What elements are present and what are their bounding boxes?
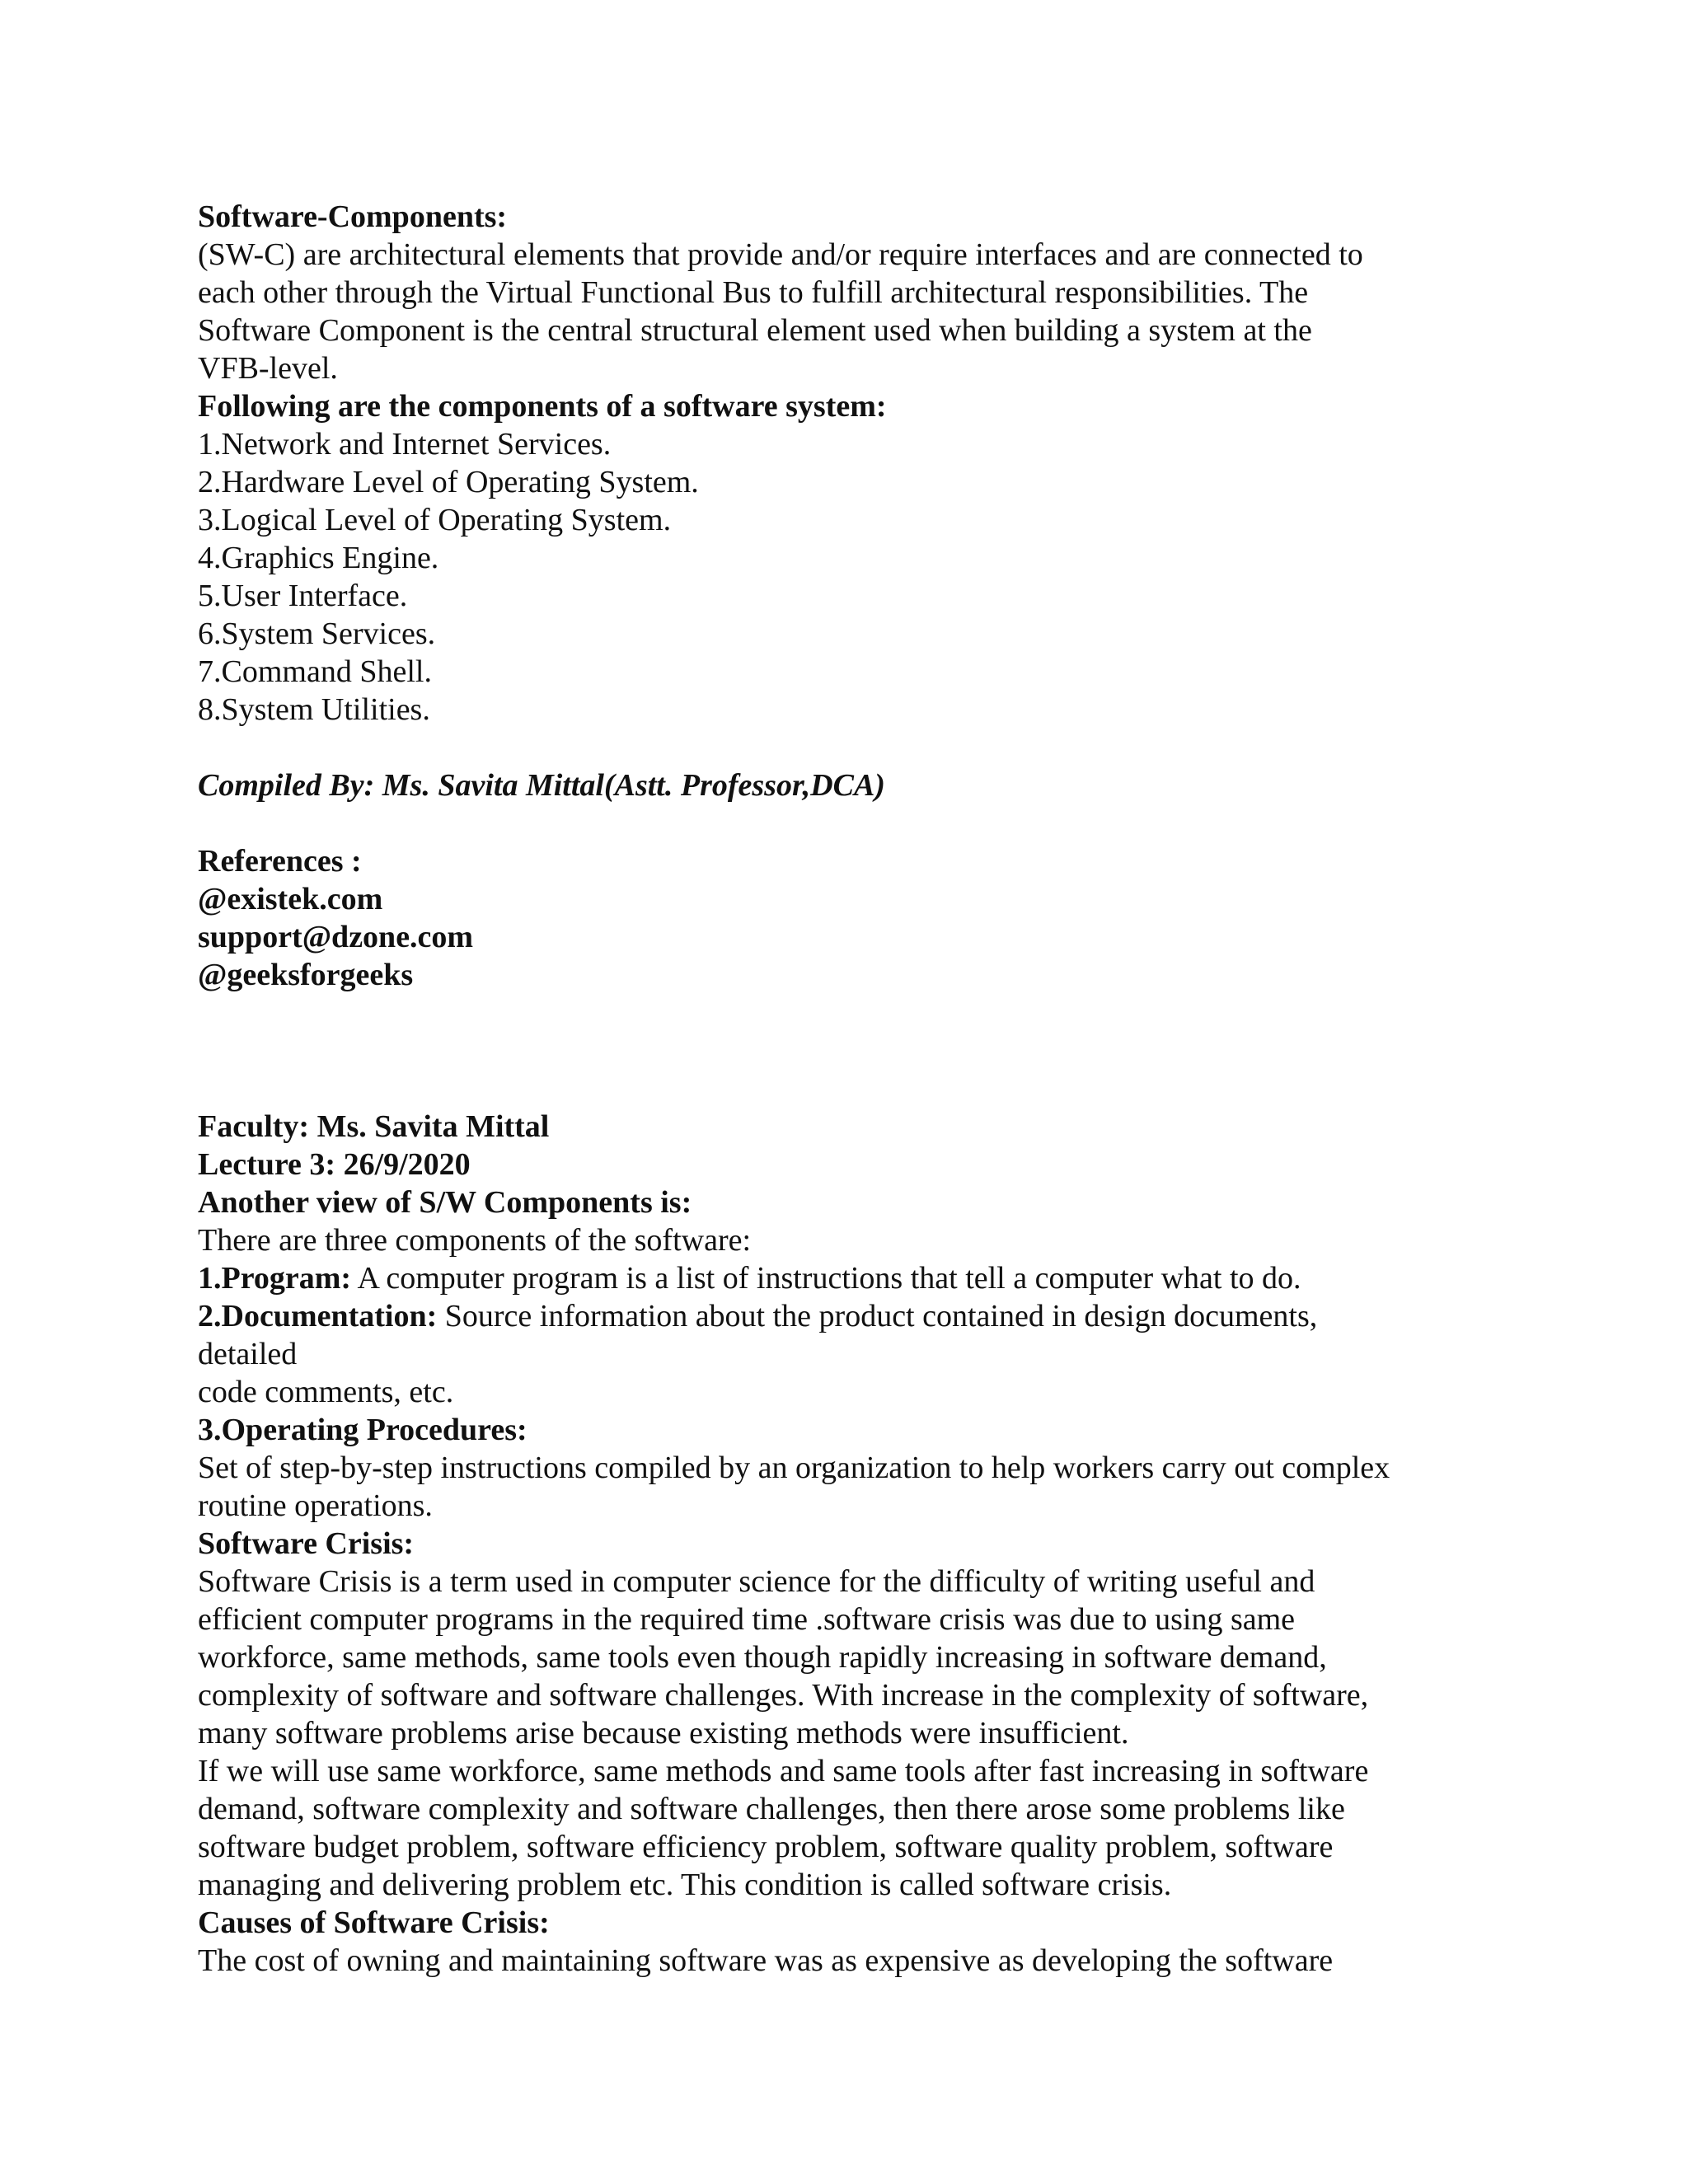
paragraph-line: software budget problem, software efficiency problem, software quality problem, software: [198, 1830, 1334, 1864]
reference-item: support@dzone.com: [198, 920, 474, 954]
program-label: 1.Program:: [198, 1261, 352, 1296]
list-item-documentation: [198, 1297, 1467, 1335]
list-item: 2.Hardware Level of Operating System.: [198, 465, 699, 499]
paragraph-line: each other through the Virtual Functional Bus to fulfill architectural responsibilities. The: [198, 275, 1309, 310]
paragraph-line: workforce, same methods, same tools even though rapidly increasing in software demand,: [198, 1640, 1327, 1675]
paragraph-line: demand, software complexity and software challenges, then there arose some problems like: [198, 1792, 1345, 1826]
paragraph-line: (SW-C) are architectural elements that provide and/or require interfaces and are connected to: [198, 237, 1363, 272]
paragraph-line: routine operations.: [198, 1488, 433, 1523]
paragraph-line: managing and delivering problem etc. This condition is called software crisis.: [198, 1868, 1172, 1902]
paragraph-line: VFB-level.: [198, 351, 338, 386]
reference-item: @existek.com: [198, 882, 383, 916]
list-item: 7.Command Shell.: [198, 654, 432, 689]
list-item: 6.System Services.: [198, 616, 436, 651]
spacer: [198, 729, 1467, 766]
paragraph-line: If we will use same workforce, same methods and same tools after fast increasing in software: [198, 1754, 1369, 1788]
procedures-label: 3.Operating Procedures:: [198, 1413, 528, 1447]
paragraph-line: many software problems arise because existing methods were insufficient.: [198, 1716, 1129, 1750]
list-item: 8.System Utilities.: [198, 692, 430, 727]
list-heading: Following are the components of a software system:: [198, 389, 887, 424]
section-heading: Another view of S/W Components is:: [198, 1185, 692, 1220]
list-item-program: [198, 1259, 1467, 1297]
lecture-date: Lecture 3: 26/9/2020: [198, 1147, 471, 1182]
paragraph-line: Software Component is the central structural element used when building a system at the: [198, 313, 1312, 348]
paragraph-line: There are three components of the software:: [198, 1223, 752, 1258]
list-item: 1.Network and Internet Services.: [198, 427, 612, 462]
program-text: A computer program is a list of instructions that tell a computer what to do.: [351, 1261, 1301, 1296]
spacer: [198, 804, 1467, 842]
paragraph-line: Software Crisis is a term used in computer science for the difficulty of writing useful and: [198, 1564, 1315, 1599]
list-item: 4.Graphics Engine.: [198, 541, 439, 575]
section-heading: Software-Components:: [198, 199, 508, 234]
reference-item: @geeksforgeeks: [198, 958, 414, 992]
paragraph-line: The cost of owning and maintaining software was as expensive as developing the software: [198, 1943, 1334, 1978]
compiled-by: Compiled By: Ms. Savita Mittal(Astt. Professor,DCA): [198, 768, 885, 803]
spacer: [198, 994, 1467, 1108]
document-content: [198, 198, 1467, 1980]
list-item: 5.User Interface.: [198, 579, 408, 613]
documentation-label: 2.Documentation:: [198, 1299, 438, 1333]
paragraph-line: detailed: [198, 1337, 298, 1371]
references-heading: References :: [198, 844, 362, 879]
paragraph-line: Set of step-by-step instructions compiled by an organization to help workers carry out complex: [198, 1451, 1390, 1485]
paragraph-line: code comments, etc.: [198, 1375, 454, 1409]
paragraph-line: complexity of software and software challenges. With increase in the complexity of software,: [198, 1678, 1369, 1713]
faculty-line: Faculty: Ms. Savita Mittal: [198, 1109, 550, 1144]
section-heading: Causes of Software Crisis:: [198, 1905, 550, 1940]
list-item: 3.Logical Level of Operating System.: [198, 503, 672, 537]
paragraph-line: efficient computer programs in the required time .software crisis was due to using same: [198, 1602, 1296, 1637]
documentation-text: Source information about the product contained in design documents,: [437, 1299, 1318, 1333]
section-heading: Software Crisis:: [198, 1526, 415, 1561]
